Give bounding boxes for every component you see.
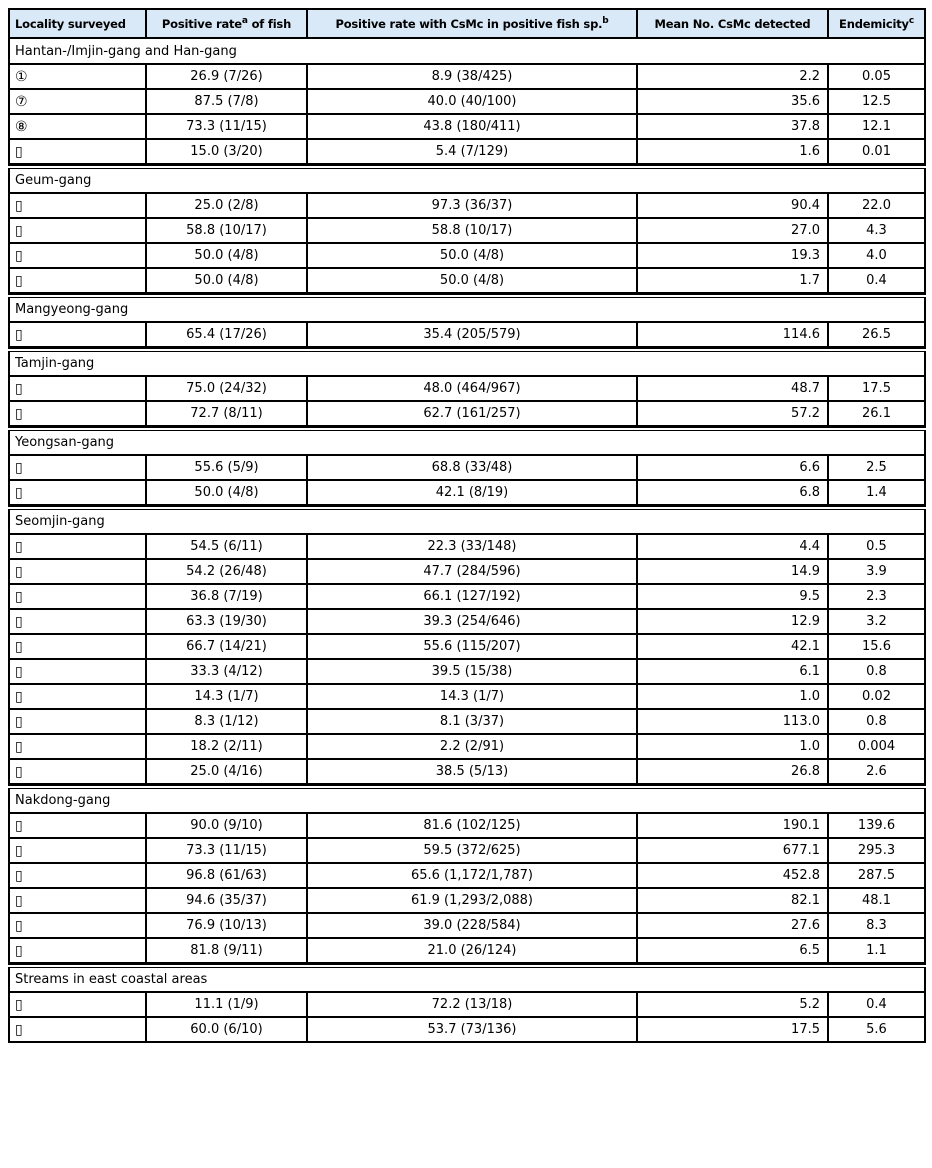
mean-csmc-cell: 37.8 <box>637 114 828 139</box>
column-header-locality <box>9 9 146 38</box>
endemicity-cell: 26.1 <box>828 401 925 426</box>
csmc-positive-rate-cell: 39.5 (15/38) <box>307 659 637 684</box>
mean-csmc-cell: 82.1 <box>637 888 828 913</box>
locality-symbol: ▯ <box>9 734 146 759</box>
section-title: Yeongsan-gang <box>9 429 925 455</box>
section-title-row <box>9 966 925 992</box>
positive-rate-cell: 55.6 (5/9) <box>146 455 307 480</box>
locality-symbol: ▯ <box>9 888 146 913</box>
section-title-row <box>9 38 925 64</box>
locality-symbol: ▯ <box>9 863 146 888</box>
positive-rate-cell: 65.4 (17/26) <box>146 322 307 347</box>
positive-rate-cell: 33.3 (4/12) <box>146 659 307 684</box>
positive-rate-cell: 58.8 (10/17) <box>146 218 307 243</box>
csmc-positive-rate-cell: 55.6 (115/207) <box>307 634 637 659</box>
mean-csmc-cell: 2.2 <box>637 64 828 89</box>
positive-rate-cell: 36.8 (7/19) <box>146 584 307 609</box>
section-title: Geum-gang <box>9 167 925 193</box>
positive-rate-cell: 50.0 (4/8) <box>146 268 307 293</box>
csmc-positive-rate-cell: 53.7 (73/136) <box>307 1017 637 1042</box>
locality-symbol: ▯ <box>9 709 146 734</box>
locality-symbol: ▯ <box>9 584 146 609</box>
csmc-positive-rate-cell: 40.0 (40/100) <box>307 89 637 114</box>
endemicity-cell: 17.5 <box>828 376 925 401</box>
mean-csmc-cell: 35.6 <box>637 89 828 114</box>
table-row <box>9 888 925 913</box>
locality-symbol: ▯ <box>9 376 146 401</box>
positive-rate-cell: 25.0 (4/16) <box>146 759 307 784</box>
locality-symbol: ▯ <box>9 759 146 784</box>
endemicity-cell: 48.1 <box>828 888 925 913</box>
endemicity-cell: 295.3 <box>828 838 925 863</box>
endemicity-cell: 139.6 <box>828 813 925 838</box>
csmc-positive-rate-cell: 61.9 (1,293/2,088) <box>307 888 637 913</box>
table-row <box>9 913 925 938</box>
csmc-positive-rate-cell: 42.1 (8/19) <box>307 480 637 505</box>
locality-symbol: ▯ <box>9 268 146 293</box>
table-row <box>9 559 925 584</box>
positive-rate-cell: 26.9 (7/26) <box>146 64 307 89</box>
locality-symbol: ▯ <box>9 659 146 684</box>
header-row <box>9 9 925 38</box>
table-row <box>9 114 925 139</box>
table-row <box>9 709 925 734</box>
csmc-positive-rate-cell: 81.6 (102/125) <box>307 813 637 838</box>
section-title-row <box>9 429 925 455</box>
csmc-positive-rate-cell: 21.0 (26/124) <box>307 938 637 963</box>
locality-symbol: ▯ <box>9 455 146 480</box>
csmc-positive-rate-cell: 58.8 (10/17) <box>307 218 637 243</box>
section-title-row <box>9 350 925 376</box>
section-title-row <box>9 508 925 534</box>
positive-rate-cell: 90.0 (9/10) <box>146 813 307 838</box>
locality-symbol: ▯ <box>9 1017 146 1042</box>
positive-rate-cell: 73.3 (11/15) <box>146 838 307 863</box>
endemicity-cell: 12.1 <box>828 114 925 139</box>
csmc-positive-rate-cell: 50.0 (4/8) <box>307 243 637 268</box>
column-header-endemicity <box>828 9 925 38</box>
column-header-label-suffix: of fish <box>247 16 292 31</box>
csmc-positive-rate-cell: 39.0 (228/584) <box>307 913 637 938</box>
table-row <box>9 480 925 505</box>
csmc-positive-rate-cell: 66.1 (127/192) <box>307 584 637 609</box>
section-title-row <box>9 296 925 322</box>
mean-csmc-cell: 42.1 <box>637 634 828 659</box>
positive-rate-cell: 66.7 (14/21) <box>146 634 307 659</box>
mean-csmc-cell: 6.5 <box>637 938 828 963</box>
locality-symbol: ▯ <box>9 401 146 426</box>
section-title-row <box>9 167 925 193</box>
positive-rate-cell: 94.6 (35/37) <box>146 888 307 913</box>
section-title: Mangyeong-gang <box>9 296 925 322</box>
locality-symbol: ▯ <box>9 193 146 218</box>
section-title-row <box>9 787 925 813</box>
locality-symbol: ▯ <box>9 684 146 709</box>
section-title: Tamjin-gang <box>9 350 925 376</box>
csmc-positive-rate-cell: 43.8 (180/411) <box>307 114 637 139</box>
endemicity-cell: 287.5 <box>828 863 925 888</box>
endemicity-cell: 0.02 <box>828 684 925 709</box>
footnote-marker-c: c <box>908 15 914 26</box>
mean-csmc-cell: 19.3 <box>637 243 828 268</box>
column-header-label: Positive rate <box>161 16 242 31</box>
locality-symbol: ⑦ <box>9 89 146 114</box>
positive-rate-cell: 25.0 (2/8) <box>146 193 307 218</box>
column-header-label: Mean No. CsMc detected <box>654 16 811 31</box>
mean-csmc-cell: 6.1 <box>637 659 828 684</box>
section-title: Streams in east coastal areas <box>9 966 925 992</box>
endemicity-cell: 4.3 <box>828 218 925 243</box>
csmc-positive-rate-cell: 38.5 (5/13) <box>307 759 637 784</box>
table-row <box>9 813 925 838</box>
locality-symbol: ▯ <box>9 218 146 243</box>
csmc-positive-rate-cell: 48.0 (464/967) <box>307 376 637 401</box>
table-row <box>9 268 925 293</box>
table-row <box>9 64 925 89</box>
table-row <box>9 684 925 709</box>
table-row <box>9 218 925 243</box>
positive-rate-cell: 8.3 (1/12) <box>146 709 307 734</box>
locality-symbol: ① <box>9 64 146 89</box>
mean-csmc-cell: 57.2 <box>637 401 828 426</box>
column-header-label: Positive rate with CsMc in positive fish sp. <box>335 16 603 31</box>
endemicity-cell: 2.5 <box>828 455 925 480</box>
locality-symbol: ▯ <box>9 938 146 963</box>
endemicity-cell: 0.01 <box>828 139 925 164</box>
table-row <box>9 584 925 609</box>
mean-csmc-cell: 17.5 <box>637 1017 828 1042</box>
locality-symbol: ▯ <box>9 913 146 938</box>
footnote-marker-b: b <box>602 15 609 26</box>
table-row <box>9 938 925 963</box>
positive-rate-cell: 18.2 (2/11) <box>146 734 307 759</box>
csmc-positive-rate-cell: 59.5 (372/625) <box>307 838 637 863</box>
locality-symbol: ▯ <box>9 609 146 634</box>
column-header-mean-csmc <box>637 9 828 38</box>
endemicity-cell: 26.5 <box>828 322 925 347</box>
csmc-positive-rate-cell: 2.2 (2/91) <box>307 734 637 759</box>
endemicity-cell: 0.8 <box>828 709 925 734</box>
mean-csmc-cell: 14.9 <box>637 559 828 584</box>
mean-csmc-cell: 48.7 <box>637 376 828 401</box>
mean-csmc-cell: 4.4 <box>637 534 828 559</box>
csmc-positive-rate-cell: 97.3 (36/37) <box>307 193 637 218</box>
positive-rate-cell: 72.7 (8/11) <box>146 401 307 426</box>
mean-csmc-cell: 6.6 <box>637 455 828 480</box>
csmc-positive-rate-cell: 8.1 (3/37) <box>307 709 637 734</box>
locality-symbol: ▯ <box>9 559 146 584</box>
endemicity-cell: 0.004 <box>828 734 925 759</box>
mean-csmc-cell: 5.2 <box>637 992 828 1017</box>
endemicity-cell: 1.4 <box>828 480 925 505</box>
mean-csmc-cell: 190.1 <box>637 813 828 838</box>
endemicity-cell: 2.3 <box>828 584 925 609</box>
table-row <box>9 89 925 114</box>
endemicity-cell: 0.5 <box>828 534 925 559</box>
section-title: Hantan-/Imjin-gang and Han-gang <box>9 38 925 64</box>
positive-rate-cell: 75.0 (24/32) <box>146 376 307 401</box>
locality-symbol: ▯ <box>9 243 146 268</box>
table-row <box>9 838 925 863</box>
csmc-positive-rate-cell: 50.0 (4/8) <box>307 268 637 293</box>
positive-rate-cell: 15.0 (3/20) <box>146 139 307 164</box>
positive-rate-cell: 60.0 (6/10) <box>146 1017 307 1042</box>
csmc-positive-rate-cell: 39.3 (254/646) <box>307 609 637 634</box>
mean-csmc-cell: 26.8 <box>637 759 828 784</box>
results-table <box>8 8 926 1043</box>
endemicity-cell: 2.6 <box>828 759 925 784</box>
mean-csmc-cell: 12.9 <box>637 609 828 634</box>
endemicity-cell: 15.6 <box>828 634 925 659</box>
mean-csmc-cell: 113.0 <box>637 709 828 734</box>
table-row <box>9 322 925 347</box>
positive-rate-cell: 76.9 (10/13) <box>146 913 307 938</box>
mean-csmc-cell: 27.0 <box>637 218 828 243</box>
mean-csmc-cell: 677.1 <box>637 838 828 863</box>
endemicity-cell: 5.6 <box>828 1017 925 1042</box>
positive-rate-cell: 63.3 (19/30) <box>146 609 307 634</box>
endemicity-cell: 12.5 <box>828 89 925 114</box>
locality-symbol: ▯ <box>9 139 146 164</box>
table-row <box>9 534 925 559</box>
table-row <box>9 139 925 164</box>
column-header-label: Locality surveyed <box>15 16 126 31</box>
csmc-positive-rate-cell: 72.2 (13/18) <box>307 992 637 1017</box>
locality-symbol: ▯ <box>9 992 146 1017</box>
mean-csmc-cell: 1.0 <box>637 734 828 759</box>
table-row <box>9 659 925 684</box>
mean-csmc-cell: 1.7 <box>637 268 828 293</box>
locality-symbol: ⑧ <box>9 114 146 139</box>
column-header-label: Endemicity <box>839 16 909 31</box>
mean-csmc-cell: 27.6 <box>637 913 828 938</box>
locality-symbol: ▯ <box>9 322 146 347</box>
csmc-positive-rate-cell: 68.8 (33/48) <box>307 455 637 480</box>
table-row <box>9 401 925 426</box>
locality-symbol: ▯ <box>9 534 146 559</box>
positive-rate-cell: 73.3 (11/15) <box>146 114 307 139</box>
locality-symbol: ▯ <box>9 813 146 838</box>
endemicity-cell: 8.3 <box>828 913 925 938</box>
table-row <box>9 863 925 888</box>
positive-rate-cell: 87.5 (7/8) <box>146 89 307 114</box>
table-row <box>9 634 925 659</box>
endemicity-cell: 22.0 <box>828 193 925 218</box>
endemicity-cell: 3.9 <box>828 559 925 584</box>
table-row <box>9 609 925 634</box>
mean-csmc-cell: 6.8 <box>637 480 828 505</box>
table-row <box>9 992 925 1017</box>
table-body <box>9 38 925 1042</box>
column-header-positive-rate <box>146 9 307 38</box>
endemicity-cell: 1.1 <box>828 938 925 963</box>
mean-csmc-cell: 452.8 <box>637 863 828 888</box>
mean-csmc-cell: 1.6 <box>637 139 828 164</box>
column-header-csmc-positive-rate <box>307 9 637 38</box>
endemicity-cell: 4.0 <box>828 243 925 268</box>
csmc-positive-rate-cell: 8.9 (38/425) <box>307 64 637 89</box>
table-row <box>9 243 925 268</box>
csmc-positive-rate-cell: 47.7 (284/596) <box>307 559 637 584</box>
csmc-positive-rate-cell: 35.4 (205/579) <box>307 322 637 347</box>
positive-rate-cell: 11.1 (1/9) <box>146 992 307 1017</box>
csmc-positive-rate-cell: 5.4 (7/129) <box>307 139 637 164</box>
csmc-positive-rate-cell: 14.3 (1/7) <box>307 684 637 709</box>
positive-rate-cell: 96.8 (61/63) <box>146 863 307 888</box>
table-row <box>9 455 925 480</box>
endemicity-cell: 0.05 <box>828 64 925 89</box>
endemicity-cell: 0.4 <box>828 992 925 1017</box>
table-row <box>9 1017 925 1042</box>
positive-rate-cell: 50.0 (4/8) <box>146 243 307 268</box>
mean-csmc-cell: 114.6 <box>637 322 828 347</box>
locality-symbol: ▯ <box>9 634 146 659</box>
section-title: Seomjin-gang <box>9 508 925 534</box>
table-row <box>9 759 925 784</box>
endemicity-cell: 0.8 <box>828 659 925 684</box>
csmc-positive-rate-cell: 22.3 (33/148) <box>307 534 637 559</box>
locality-symbol: ▯ <box>9 838 146 863</box>
table-row <box>9 376 925 401</box>
csmc-positive-rate-cell: 65.6 (1,172/1,787) <box>307 863 637 888</box>
footnote-marker-a: a <box>241 15 248 26</box>
csmc-positive-rate-cell: 62.7 (161/257) <box>307 401 637 426</box>
positive-rate-cell: 54.5 (6/11) <box>146 534 307 559</box>
mean-csmc-cell: 1.0 <box>637 684 828 709</box>
mean-csmc-cell: 9.5 <box>637 584 828 609</box>
locality-symbol: ▯ <box>9 480 146 505</box>
endemicity-cell: 0.4 <box>828 268 925 293</box>
positive-rate-cell: 81.8 (9/11) <box>146 938 307 963</box>
positive-rate-cell: 54.2 (26/48) <box>146 559 307 584</box>
endemicity-cell: 3.2 <box>828 609 925 634</box>
positive-rate-cell: 14.3 (1/7) <box>146 684 307 709</box>
positive-rate-cell: 50.0 (4/8) <box>146 480 307 505</box>
table-row <box>9 734 925 759</box>
mean-csmc-cell: 90.4 <box>637 193 828 218</box>
table-row <box>9 193 925 218</box>
section-title: Nakdong-gang <box>9 787 925 813</box>
